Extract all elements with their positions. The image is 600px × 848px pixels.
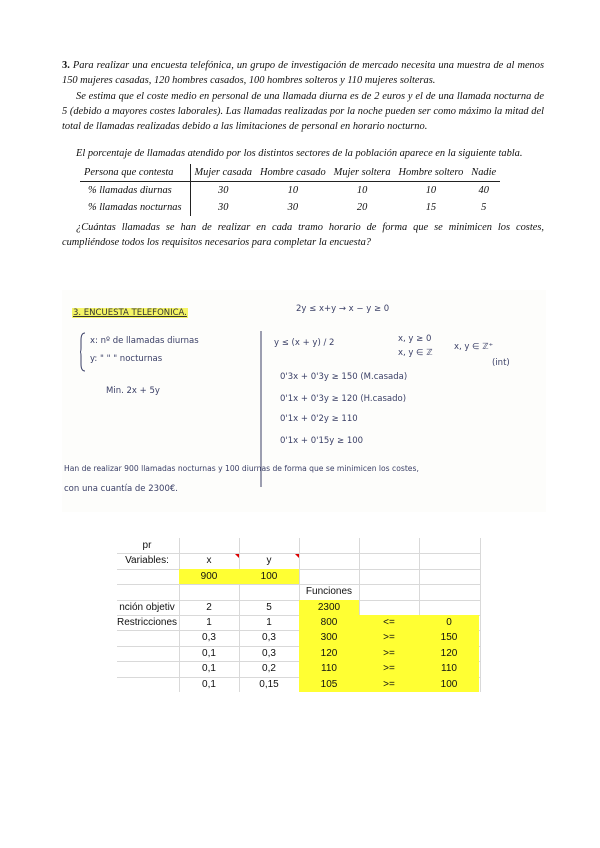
problem-paragraph-2: Se estima que el coste medio en personal de una llamada diurna es de 2 euros y el de una llamada nocturna de 5 (debido a mayores costes laborales). Las llamadas realizadas por la noche pueden ser como máximo la mitad del total de llamadas realizadas debido a las limitaciones de personal en horario nocturno. [62, 91, 544, 132]
solver-spreadsheet [117, 538, 481, 692]
domain-nonnegative: x, y ≥ 0 [398, 334, 432, 344]
spreadsheet-cell[interactable]: 0 [419, 615, 479, 630]
spreadsheet-cell[interactable]: 100 [239, 569, 299, 584]
spreadsheet-cell[interactable]: 100 [419, 677, 479, 692]
spreadsheet-cell[interactable]: 2300 [299, 600, 359, 615]
table-cell: 5 [481, 202, 487, 213]
constraint-single-men: 0'1x + 0'15y ≥ 100 [280, 436, 364, 446]
spreadsheet-cell[interactable]: 110 [419, 661, 479, 676]
table-header-cell: Nadie [467, 164, 500, 182]
table-cell: 30 [218, 202, 229, 213]
integer-label: (int) [492, 358, 510, 368]
spreadsheet-cell[interactable]: 1 [206, 617, 212, 628]
spreadsheet-cell[interactable]: 150 [419, 630, 479, 645]
constraint-married-women: 0'3x + 0'3y ≥ 150 (M.casada) [280, 372, 408, 382]
spreadsheet-cell[interactable]: 1 [266, 617, 272, 628]
objective-function: Min. 2x + 5y [106, 386, 160, 396]
spreadsheet-cell[interactable]: y [266, 555, 272, 567]
spreadsheet-cell[interactable]: Restricciones [117, 617, 177, 628]
spreadsheet-cell[interactable]: 800 [299, 615, 359, 630]
table-header-cell: Hombre casado [256, 164, 330, 182]
table-header-cell: Mujer soltera [330, 164, 395, 182]
grid-line [117, 569, 481, 570]
table-cell: 10 [356, 185, 368, 196]
spreadsheet-cell[interactable]: >= [359, 630, 419, 645]
spreadsheet-cell[interactable]: 0,3 [262, 647, 276, 659]
handwritten-title: 3. ENCUESTA TELEFONICA. [73, 308, 187, 318]
spreadsheet-cell[interactable]: Variables: [125, 555, 169, 567]
domain-integer: x, y ∈ ℤ [398, 348, 433, 358]
spreadsheet-cell[interactable]: 2 [206, 601, 212, 613]
spreadsheet-cell[interactable]: x [206, 555, 212, 567]
problem-number: 3. [62, 60, 70, 71]
spreadsheet-cell[interactable]: >= [359, 646, 419, 661]
spreadsheet-cell[interactable]: 0,1 [202, 647, 216, 659]
problem-text-1: Para realizar una encuesta telefónica, un grupo de investigación de mercado necesita una muestra de al menos 150 mujeres casadas, 120 hombres casados, 100 hombres solteros y 110 mujeres solteras. [62, 60, 544, 86]
spreadsheet-cell[interactable]: 120 [419, 646, 479, 661]
spreadsheet-cell[interactable]: 105 [299, 677, 359, 692]
spreadsheet-cell[interactable]: 0,1 [202, 663, 216, 675]
spreadsheet-cell[interactable]: 120 [299, 646, 359, 661]
spreadsheet-cell[interactable]: 0,2 [262, 663, 276, 675]
spreadsheet-cell[interactable]: 900 [179, 569, 239, 584]
spreadsheet-cell[interactable]: 0,15 [259, 678, 279, 690]
table-row [80, 182, 500, 200]
table-cell: 15 [425, 202, 437, 213]
table-row-label: % llamadas diurnas [80, 182, 190, 200]
spreadsheet-cell[interactable]: <= [359, 615, 419, 630]
conclusion-line-2: con una cuantía de 2300€. [64, 484, 178, 494]
handwritten-note: 2y ≤ x+y → x − y ≥ 0 [296, 304, 390, 314]
problem-question: ¿Cuántas llamadas se han de realizar en cada tramo horario de forma que se minimicen los costes, cumpliéndose todos los requisitos necesarios para completar la encuesta? [62, 222, 544, 248]
spreadsheet-cell[interactable]: >= [359, 661, 419, 676]
conclusion-line-1: Han de realizar 900 llamadas nocturnas y 100 diurnas de forma que se minimicen los costes, [64, 464, 419, 473]
domain-positive-integer: x, y ∈ ℤ⁺ [454, 342, 494, 352]
table-cell: 10 [287, 185, 299, 196]
spreadsheet-cell[interactable]: pr [142, 540, 152, 551]
table-row-label: % llamadas nocturnas [80, 199, 190, 216]
left-brace-icon [80, 332, 86, 372]
spreadsheet-cell[interactable]: nción objetiv [119, 601, 175, 613]
spreadsheet-cell[interactable]: 0,1 [202, 678, 216, 690]
spreadsheet-cell[interactable]: >= [359, 677, 419, 692]
problem-paragraph-3: El porcentaje de llamadas atendido por los distintos sectores de la población aparece en la siguiente tabla. [76, 148, 523, 159]
table-header-cell: Hombre soltero [395, 164, 468, 182]
table-cell: 10 [425, 185, 437, 196]
constraint-night-half: y ≤ (x + y) / 2 [274, 338, 335, 348]
handwritten-solution [62, 290, 546, 512]
constraint-single-women: 0'1x + 0'2y ≥ 110 [280, 414, 358, 424]
spreadsheet-cell[interactable]: 5 [266, 601, 272, 613]
problem-statement [62, 58, 544, 250]
spreadsheet-cell[interactable]: 110 [299, 661, 359, 676]
table-cell: 40 [478, 185, 489, 196]
constraint-married-men: 0'1x + 0'3y ≥ 120 (H.casado) [280, 394, 407, 404]
table-header-cell: Persona que contesta [80, 164, 190, 182]
table-cell: 30 [218, 185, 229, 196]
variable-x-definition: x: nº de llamadas diurnas [90, 336, 199, 346]
table-row [80, 199, 500, 216]
spreadsheet-cell[interactable]: 300 [299, 630, 359, 645]
spreadsheet-cell[interactable]: 0,3 [262, 632, 276, 644]
percentage-table [80, 164, 500, 216]
problem-paragraph-1 [62, 58, 544, 88]
variable-y-definition: y: " " " nocturnas [90, 354, 163, 364]
spreadsheet-cell[interactable]: Funciones [305, 586, 353, 598]
table-header-cell: Mujer casada [190, 164, 256, 182]
spreadsheet-cell[interactable]: 0,3 [202, 632, 216, 644]
table-cell: 30 [287, 202, 299, 213]
table-header-row [80, 164, 500, 182]
table-cell: 20 [356, 202, 368, 213]
